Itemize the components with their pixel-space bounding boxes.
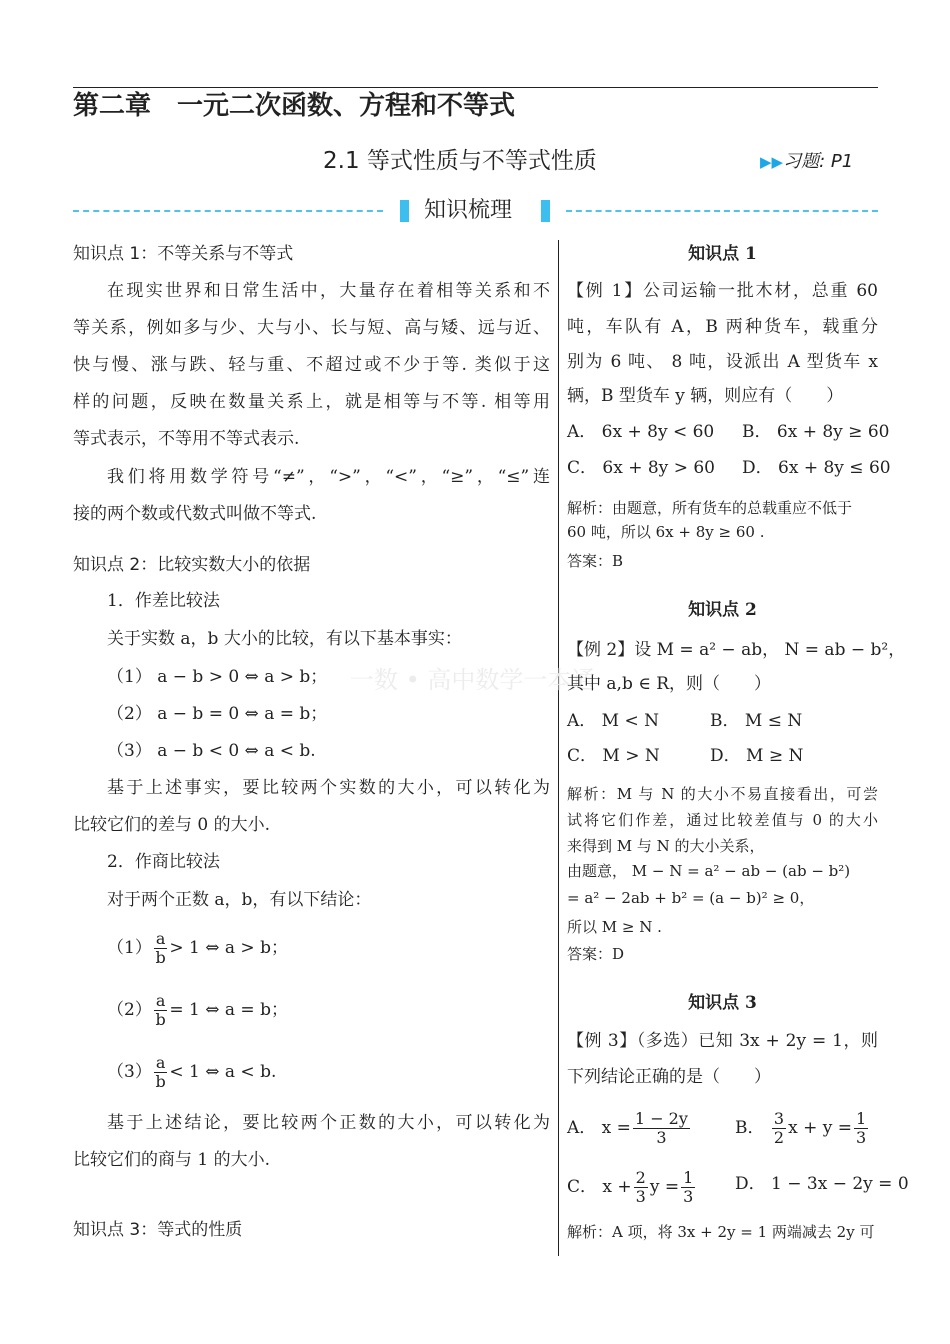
item-rest: > 1 ⇔ a > b；: [169, 938, 288, 958]
numerator: 1 − 2y: [634, 1109, 688, 1128]
solution-line: 所以 M ≥ N .: [567, 918, 662, 936]
fraction: [854, 1110, 868, 1147]
option-d: D． 6x + 8y ≤ 60: [742, 458, 891, 478]
paragraph-line: 关于实数 a，b 大小的比较，有以下基本事实：: [107, 629, 462, 649]
fraction: [154, 1054, 168, 1091]
item-label: （1）: [107, 938, 152, 958]
section-heading: 知识点 1：不等关系与不等式: [73, 244, 294, 264]
solution-line: 由题意， M − N = a² − ab − (ab − b²): [567, 862, 851, 880]
denominator: 3: [856, 1128, 867, 1147]
banner-bar-right: [541, 200, 550, 222]
knowledge-point-heading: 知识点 3: [688, 993, 757, 1013]
fraction: [154, 992, 168, 1029]
method-title: 1．作差比较法: [107, 591, 220, 611]
paragraph-line: 在现实世界和日常生活中，大量存在着相等关系和不: [107, 281, 550, 301]
denominator: 3: [683, 1187, 694, 1206]
numerator: 3: [773, 1109, 785, 1128]
fact-item: [107, 930, 288, 967]
denominator: b: [155, 1010, 166, 1029]
paragraph-line: 对于两个正数 a，b，有以下结论：: [107, 890, 372, 910]
paragraph-line: 样的问题，反映在数量关系上，就是相等与不等. 相等用: [73, 392, 550, 412]
option-label: A． x =: [567, 1118, 631, 1138]
option-middle: x + y =: [788, 1118, 852, 1138]
option-b: B． 6x + 8y ≥ 60: [742, 422, 890, 442]
fact-item: （2） a − b = 0 ⇔ a = b；: [107, 704, 328, 724]
example-line: 别为 6 吨、 8 吨，设派出 A 型货车 x: [567, 352, 878, 372]
fraction: [681, 1169, 695, 1206]
paragraph-line: 等式表示，不等用不等式表示.: [73, 429, 300, 449]
knowledge-point-heading: 知识点 1: [688, 244, 757, 264]
denominator: 3: [656, 1128, 667, 1147]
numerator: 2: [635, 1168, 646, 1187]
option-c: [567, 1169, 697, 1206]
paragraph-line: 比较它们的商与 1 的大小.: [73, 1150, 271, 1170]
banner-divider-left: [73, 210, 383, 212]
fact-item: [107, 992, 288, 1029]
option-b: B． M ≤ N: [710, 711, 803, 731]
option-label: C． x +: [567, 1177, 632, 1197]
fraction: [633, 1110, 690, 1147]
option-d: D． M ≥ N: [710, 746, 804, 766]
fact-item: （1） a − b > 0 ⇔ a > b；: [107, 667, 328, 687]
denominator: b: [155, 948, 166, 967]
option-b: [735, 1110, 870, 1147]
answer: 答案：D: [567, 945, 625, 963]
numerator: a: [155, 1053, 166, 1072]
option-c: C． M > N: [567, 746, 660, 766]
banner-divider-right: [566, 210, 878, 212]
solution-line: 60 吨，所以 6x + 8y ≥ 60 .: [567, 523, 765, 541]
fact-item: （3） a − b < 0 ⇔ a < b.: [107, 741, 316, 761]
denominator: b: [155, 1072, 166, 1091]
numerator: a: [155, 991, 166, 1010]
paragraph-line: 基于上述结论，要比较两个正数的大小，可以转化为: [107, 1113, 550, 1133]
solution-line: 试将它们作差，通过比较差值与 0 的大小: [567, 811, 878, 829]
option-a: [567, 1110, 692, 1147]
column-divider: [558, 240, 559, 1256]
example-line: 【例 2】设 M = a² − ab， N = ab − b²，: [567, 640, 906, 660]
solution-line: 解析：由题意，所有货车的总载重应不低于: [567, 499, 853, 517]
fact-item: [107, 1054, 276, 1091]
item-label: （2）: [107, 1000, 152, 1020]
paragraph-line: 我们将用数学符号“≠”，“>”，“<”，“≥”，“≤”连: [107, 467, 550, 487]
option-a: A． M < N: [567, 711, 660, 731]
item-rest: < 1 ⇔ a < b.: [169, 1062, 277, 1082]
paragraph-line: 快与慢、涨与跌、轻与重、不超过或不少于等. 类似于这: [73, 355, 550, 375]
section-title: 2.1 等式性质与不等式性质: [323, 148, 597, 174]
fraction: [634, 1169, 648, 1206]
option-a: A． 6x + 8y < 60: [567, 422, 715, 442]
item-label: （3）: [107, 1062, 152, 1082]
example-line: 辆，B 型货车 y 辆，则应有（ ）: [567, 386, 844, 406]
option-label: B．: [735, 1118, 765, 1138]
exercise-ref-label: 习题: P1: [783, 151, 854, 172]
solution-line: 来得到 M 与 N 的大小关系，: [567, 837, 765, 855]
exercise-ref[interactable]: [760, 151, 853, 173]
answer: 答案：B: [567, 552, 624, 570]
example-line: 【例 3】（多选）已知 3x + 2y = 1，则: [567, 1031, 878, 1051]
paragraph-line: 等关系，例如多与少、大与小、长与短、高与矮、远与近、: [73, 318, 550, 338]
knowledge-point-heading: 知识点 2: [688, 600, 757, 620]
option-middle: y =: [649, 1177, 680, 1197]
top-rule: [73, 87, 878, 88]
banner-bar-left: [400, 200, 409, 222]
fraction: [772, 1110, 786, 1147]
denominator: 3: [635, 1187, 646, 1206]
solution-line: = a² − 2ab + b² = (a − b)² ≥ 0，: [567, 889, 815, 907]
method-title: 2．作商比较法: [107, 852, 220, 872]
example-line: 其中 a,b ∈ R，则（ ）: [567, 674, 772, 694]
double-arrow-icon: ▶▶: [760, 153, 784, 171]
paragraph-line: 比较它们的差与 0 的大小.: [73, 815, 271, 835]
denominator: 2: [773, 1128, 785, 1147]
banner-title: 知识梳理: [424, 198, 513, 223]
paragraph-line: 接的两个数或代数式叫做不等式.: [73, 504, 317, 524]
paragraph-line: 基于上述事实，要比较两个实数的大小，可以转化为: [107, 778, 550, 798]
option-d: D． 1 − 3x − 2y = 0: [735, 1174, 909, 1194]
watermark: 一数 • 高中数学一本通: [350, 666, 596, 694]
numerator: 1: [856, 1109, 867, 1128]
chapter-title: 第二章 一元二次函数、方程和不等式: [73, 91, 516, 121]
fraction: [154, 930, 168, 967]
solution-line: 解析：A 项，将 3x + 2y = 1 两端减去 2y 可: [567, 1223, 875, 1241]
option-c: C． 6x + 8y > 60: [567, 458, 715, 478]
item-rest: = 1 ⇔ a = b；: [169, 1000, 288, 1020]
section-heading: 知识点 3：等式的性质: [73, 1220, 243, 1240]
numerator: a: [155, 929, 166, 948]
example-line: 【例 1】公司运输一批木材，总重 60: [567, 281, 878, 301]
example-line: 下列结论正确的是（ ）: [567, 1067, 771, 1087]
numerator: 1: [683, 1168, 694, 1187]
example-line: 吨，车队有 A，B 两种货车，载重分: [567, 317, 878, 337]
solution-line: 解析：M 与 N 的大小不易直接看出，可尝: [567, 785, 878, 803]
section-heading: 知识点 2：比较实数大小的依据: [73, 555, 311, 575]
